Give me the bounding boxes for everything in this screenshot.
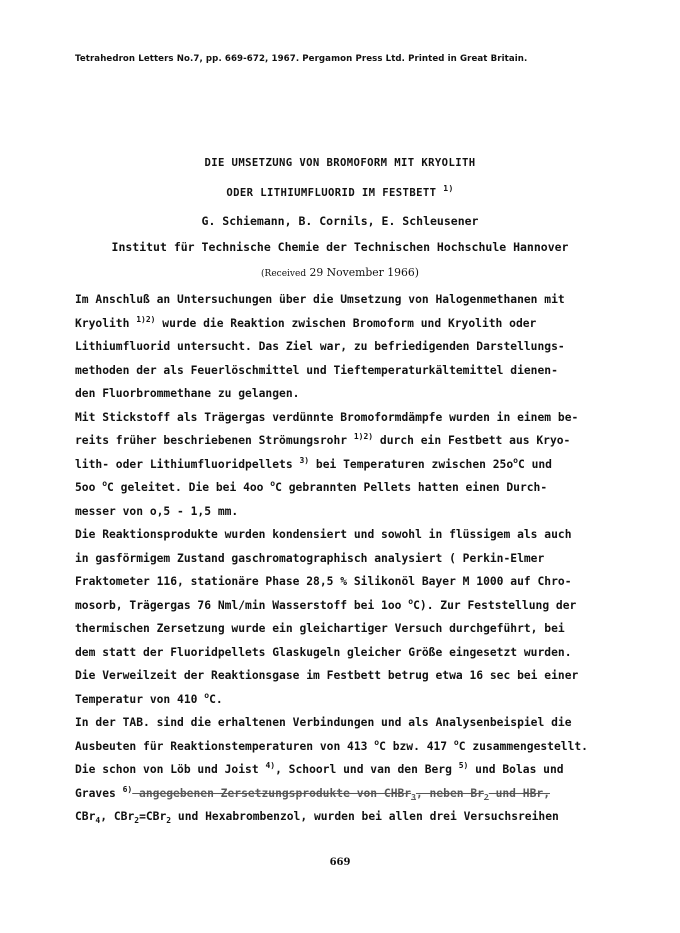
- reference-marker: 1)2): [353, 432, 374, 441]
- body-line: [75, 429, 620, 453]
- reference-marker: 1)2): [136, 314, 156, 324]
- degree-sign: o: [513, 455, 518, 465]
- text-run: C). Zur Feststellung der: [413, 598, 577, 612]
- body-line: messer von o,5 - 1,5 mm.: [75, 504, 239, 518]
- body-line: [75, 735, 620, 759]
- text-run: und HBr,: [488, 786, 550, 800]
- body-line: Mit Stickstoff als Trägergas verdünnte Bromoformdämpfe wurden in einem be-: [75, 410, 579, 424]
- text-run: und Hexabrombenzol, wurden bei allen drei Versuchsreihen: [171, 810, 559, 823]
- body-line: Die Reaktionsprodukte wurden kondensiert und sowohl in flüssigem als auch: [75, 528, 572, 541]
- body-line: Fraktometer 116, stationäre Phase 28,5 % Silikonöl Bayer M 1000 auf Chro-: [75, 575, 572, 588]
- received-date: [0, 266, 680, 279]
- body-line: Im Anschluß an Untersuchungen über die Umsetzung von Halogenmethanen mit: [75, 293, 565, 306]
- degree-sign: o: [374, 737, 380, 747]
- body-line: Lithiumfluorid untersucht. Das Ziel war, zu befriedigenden Darstellungs-: [75, 340, 565, 353]
- text-run: C geleitet. Die bei 4oo: [107, 481, 271, 494]
- body-line: [75, 805, 620, 829]
- text-run: reits früher beschriebenen Strömungsrohr: [75, 434, 354, 447]
- text-run: C bzw. 417: [379, 739, 454, 753]
- body-line: Die Verweilzeit der Reaktionsgase im Festbett betrug etwa 16 sec bei einer: [75, 669, 579, 682]
- text-run: Kryolith: [75, 316, 137, 330]
- subscript: 2: [134, 816, 140, 825]
- degree-sign: o: [204, 690, 210, 700]
- title-line-1: DIE UMSETZUNG VON BROMOFORM MIT KRYOLITH: [204, 157, 476, 169]
- institution: Institut für Technische Chemie der Technischen Hochschule Hannover: [111, 240, 569, 254]
- body-text: [75, 288, 620, 829]
- text-run: C zusammengestellt.: [458, 739, 588, 753]
- subscript: 4: [95, 816, 101, 825]
- text-run: Graves: [75, 786, 123, 800]
- text-run: , Schoorl und van den Berg: [275, 763, 459, 776]
- text-run: bei Temperaturen zwischen 25o: [309, 457, 514, 471]
- subscript: 3: [411, 792, 416, 802]
- text-run: und Bolas und: [468, 763, 564, 776]
- reference-marker: 4): [265, 761, 276, 770]
- text-run: , neben Br: [415, 786, 484, 800]
- title-footnote-ref: 1): [443, 184, 454, 193]
- body-line: [75, 688, 620, 712]
- text-run: mosorb, Trägergas 76 Nml/min Wasserstoff bei 1oo: [75, 598, 409, 612]
- body-line: [75, 453, 620, 477]
- page-number: 669: [329, 857, 351, 868]
- text-run: 5oo: [75, 481, 103, 494]
- body-line: [75, 312, 620, 336]
- body-line: In der TAB. sind die erhaltenen Verbindungen und als Analysenbeispiel die: [75, 716, 572, 729]
- body-line: thermischen Zersetzung wurde ein gleichartiger Versuch durchgeführt, bei: [75, 622, 565, 635]
- text-run: , CBr: [100, 810, 135, 823]
- text-run: Temperatur von 410: [75, 692, 205, 706]
- text-run: durch ein Festbett aus Kryo-: [373, 434, 571, 447]
- text-run: C.: [209, 692, 223, 706]
- text-run: CBr: [75, 810, 96, 823]
- subscript: 2: [166, 816, 172, 825]
- title-line-2-text: ODER LITHIUMFLUORID IM FESTBETT: [226, 187, 437, 199]
- text-run: angegebenen Zersetzungsprodukte von CHBr: [132, 786, 412, 800]
- body-line: dem statt der Fluoridpellets Glaskugeln gleicher Größe eingesetzt wurden.: [75, 645, 572, 659]
- body-line: [75, 758, 620, 782]
- reference-marker: 6): [122, 784, 133, 794]
- author-list: G. Schiemann, B. Cornils, E. Schleusener: [201, 214, 479, 228]
- reference-marker: 5): [458, 761, 469, 770]
- title-line-2: [0, 184, 680, 199]
- body-line: den Fluorbrommethane zu gelangen.: [75, 387, 300, 400]
- body-line: in gasförmigem Zustand gaschromatographisch analysiert ( Perkin-Elmer: [75, 551, 545, 565]
- text-run: wurde die Reaktion zwischen Bromoform und Kryolith oder: [155, 316, 537, 330]
- text-run: lith- oder Lithiumfluoridpellets: [75, 457, 300, 471]
- degree-sign: o: [270, 479, 276, 488]
- subscript: 2: [483, 792, 489, 802]
- body-line-struck: [75, 782, 620, 806]
- received-date-value: 29 November 1966): [309, 266, 419, 279]
- text-run: Ausbeuten für Reaktionstemperaturen von 413: [75, 739, 375, 753]
- text-run: C gebrannten Pellets hatten einen Durch-: [275, 481, 548, 494]
- degree-sign: o: [408, 596, 414, 606]
- body-line: methoden der als Feuerlöschmittel und Tieftemperaturkältemittel dienen-: [75, 363, 558, 377]
- struck-text: [132, 787, 550, 800]
- text-run: C und: [517, 457, 552, 471]
- degree-sign: o: [102, 479, 108, 488]
- text-run: =CBr: [139, 810, 167, 823]
- reference-marker: 3): [299, 455, 310, 465]
- degree-sign: o: [453, 737, 459, 747]
- body-line: [75, 594, 620, 618]
- journal-header: Tetrahedron Letters No.7, pp. 669-672, 1967. Pergamon Press Ltd. Printed in Great Britain.: [75, 54, 528, 64]
- received-prefix: (Received: [261, 269, 307, 279]
- body-line: [75, 476, 620, 500]
- text-run: Die schon von Löb und Joist: [75, 763, 266, 776]
